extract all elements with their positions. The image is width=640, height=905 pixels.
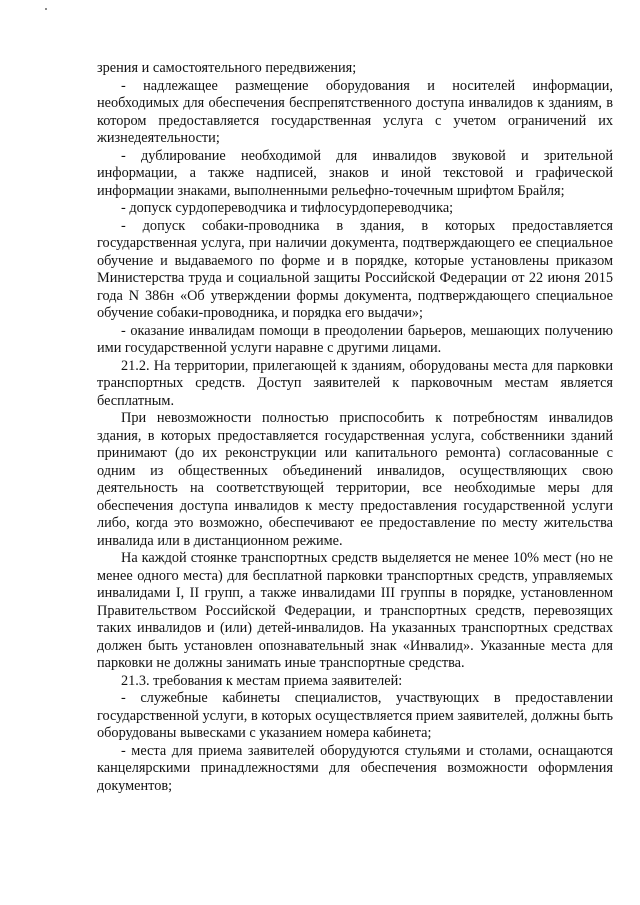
paragraph-building-adaptation: При невозможности полностью приспособить к потребностям инвалидов здания, в которых предоставляется государственная услуга, собственники зданий принимают (до их реконструкции или капитального ремонта) согласованные с одним из общественных объединений инвалидов, осуществляющих свою деятельность на соответствующей территории, все необходимые меры для обеспечения доступа инвалидов к месту предоставления государственной услуги либо, когда это возможно, обеспечивают ее предоставление по месту жительства инвалида или в дистанционном режиме. (97, 410, 613, 549)
paragraph-21-2-parking: 21.2. На территории, прилегающей к зданиям, оборудованы места для парковки транспортных средств. Доступ заявителей к парковочным местам является бесплатным. (97, 357, 613, 409)
paragraph-21-3-reception-requirements: 21.3. требования к местам приема заявителей: (121, 672, 403, 689)
paragraph-guide-dog: - допуск собаки-проводника в здания, в которых предоставляется государственная услуга, при наличии документа, подтверждающего ее специальное обучение и выдаваемого по форме и в порядке, которые установлены приказом Министерства труда и социальной защиты Российской Федерации от 22 июня 2015 года N 386н «Об утверждении формы документа, подтверждающего специальное обучение собаки-проводника, и порядка его выдачи»; (97, 217, 613, 321)
paragraph-equipment-placement: - надлежащее размещение оборудования и носителей информации, необходимых для обеспечения беспрепятственного доступа инвалидов к зданиям, в котором предоставляется государственная услуга с учетом ограничений их жизнедеятельности; (97, 77, 613, 146)
paragraph-reception-furniture: - места для приема заявителей оборудуются стульями и столами, оснащаются канцелярскими принадлежностями для обеспечения возможности оформления документов; (97, 742, 613, 794)
paragraph-office-signage: - служебные кабинеты специалистов, участвующих в предоставлении государственной услуги, в которых осуществляется прием заявителей, должны быть оборудованы вывесками с указанием номера кабинета; (97, 690, 613, 741)
paragraph-parking-allocation: На каждой стоянке транспортных средств выделяется не менее 10% мест (но не менее одного места) для бесплатной парковки транспортных средств, управляемых инвалидами I, II групп, а также инвалидами III группы в порядке, установленном Правительством Российской Федерации, и транспортных средств, перевозящих таких инвалидов и (или) детей-инвалидов. На указанных транспортных средствах должен быть установлен опознавательный знак «Инвалид». Указанные места для парковки не должны занимать иные транспортные средства. (97, 550, 613, 671)
scan-dot (45, 8, 47, 10)
document-body (97, 60, 613, 795)
paragraph-assistance: - оказание инвалидам помощи в преодолении барьеров, мешающих получению ими государственной услуги наравне с другими лицами. (97, 322, 613, 356)
paragraph-information-duplication: - дублирование необходимой для инвалидов звуковой и зрительной информации, а также надписей, знаков и иной текстовой и графической информации знаками, выполненными рельефно-точечным шрифтом Брайля; (97, 147, 613, 199)
paragraph-continuation: зрения и самостоятельного передвижения; (97, 60, 357, 76)
paragraph-interpreters: - допуск сурдопереводчика и тифлосурдопереводчика; (121, 200, 454, 216)
